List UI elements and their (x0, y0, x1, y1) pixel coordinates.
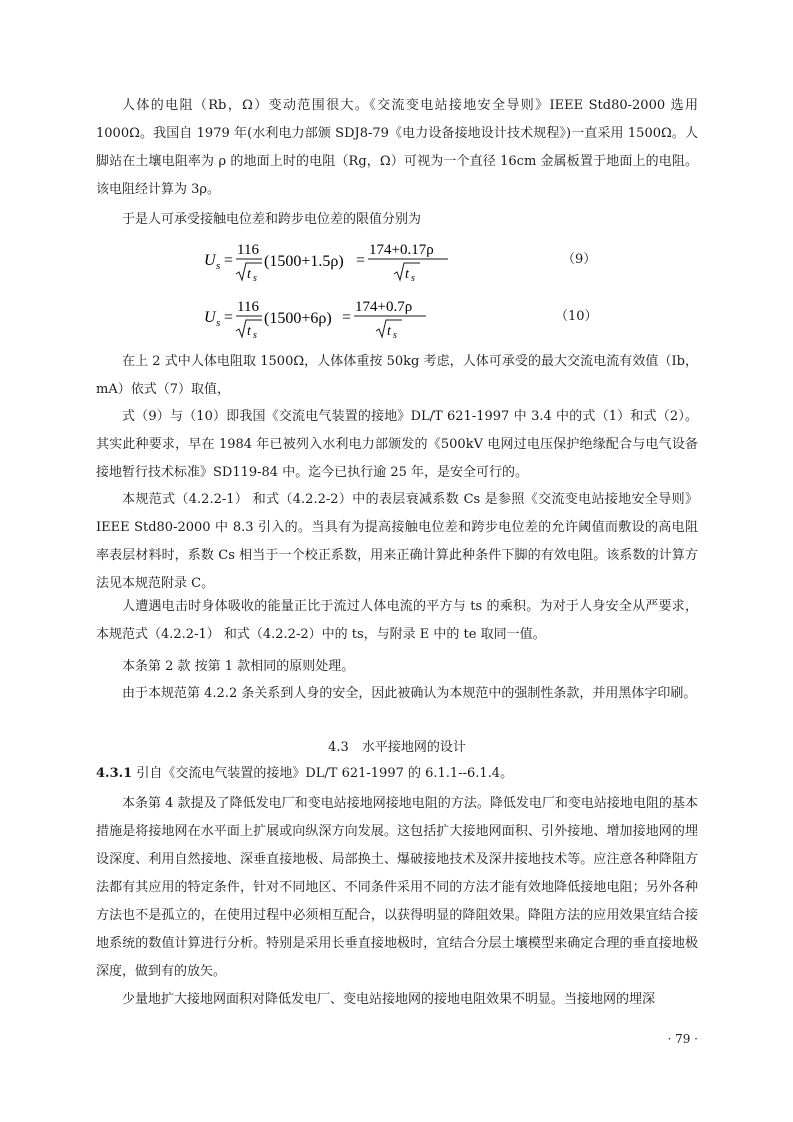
formula-9-den-sub: s (411, 273, 415, 284)
svg-text:=: = (356, 252, 366, 269)
formula-9-coef-den: t (247, 267, 251, 282)
formula-10-lhs-sub: s (216, 317, 221, 329)
formula-9-coef-den-sub: s (253, 273, 257, 284)
svg-text:=: = (342, 309, 352, 326)
section-heading: 4.3 水平接地网的设计 (328, 740, 466, 755)
paragraph-shock-energy: 人遭遇电击时身体吸收的能量正比于流过人体电流的平方与 ts 的乘积。为对于人身安全从严要求，本规范式（4.2.2-1） 和式（4.2.2-2）中的 ts，与附录 E 中的 te 取同一值。 (96, 599, 698, 642)
formula-10-coef-den: t (247, 324, 251, 339)
formula-9-coef: 116 (237, 242, 259, 258)
paragraph-body-resistance: 人体的电阻（Rb，Ω）变动范围很大。《交流变电站接地安全导则》IEEE Std80-2000 选用 1000Ω。我国自 1979 年(水利电力部颁 SDJ8-79《电力设备接地设计技术规程》)一直采用 1500Ω。人脚站在土壤电阻率为 ρ 的地面上时的电阻（Rg，Ω）可视为一个直径 16cm 金属板置于地面上的电阻。该电阻经计算为 3ρ。 (96, 98, 698, 197)
formula-10-paren: (1500+6ρ) (264, 310, 332, 327)
formula-9-num: 174+0.17ρ (369, 242, 434, 258)
paragraph-mandatory: 由于本规范第 4.2.2 条关系到人身的安全，因此被确认为本规范中的强制性条款，并用黑体字印刷。 (122, 686, 697, 701)
svg-text:=: = (224, 309, 234, 326)
paragraph-body-resistance-value: 在上 2 式中人体电阻取 1500Ω，人体体重按 50kg 考虑，人体可承受的最大交流电流有效值（Ib，mA）依式（7）取值， (96, 354, 698, 397)
equation-number-9: （9） (562, 252, 597, 267)
formula-10-num: 174+0.7ρ (355, 299, 413, 315)
formula-9-paren: (1500+1.5ρ) (264, 253, 344, 270)
svg-text:=: = (224, 252, 234, 269)
formula-10-coef-den-sub: s (253, 330, 257, 341)
clause-text: 引自《交流电气装置的接地》DL/T 621-1997 的 6.1.1--6.1.4。 (132, 766, 514, 781)
formula-10-svg (196, 293, 476, 343)
clause-number: 4.3.1 (96, 766, 133, 781)
paragraph-surface-coefficient: 本规范式（4.2.2-1） 和式（4.2.2-2）中的表层衰减系数 Cs 是参照《交流变电站接地安全导则》IEEE Std80-2000 中 8.3 引入的。当具有为提高接触电位差和跨步电位差的允许阈值而敷设的高电阻率表层材料时，系数 Cs 相当于一个校正系数，用来正确计算此种条件下脚的有效电阻。该系数的计算方法见本规范附录 C。 (96, 492, 698, 591)
paragraph-clause-2: 本条第 2 款 按第 1 款相同的原则处理。 (122, 659, 355, 674)
formula-10-den-sub: s (393, 330, 397, 341)
formula-9-svg (196, 236, 476, 286)
paragraph-limit-intro: 于是人可承受接触电位差和跨步电位差的限值分别为 (122, 212, 422, 227)
formula-9-lhs-sub: s (216, 260, 221, 272)
formula-10 (196, 293, 476, 343)
paragraph-formula-origin: 式（9）与（10）即我国《交流电气装置的接地》DL/T 621-1997 中 3.4 中的式（1）和式（2）。其实此种要求，早在 1984 年已被列入水利电力部颁发的《500kV 电网过电压保护绝缘配合与电气设备接地暂行技术标准》SD119-84 中。迄今已执行逾 25 年，是安全可行的。 (96, 409, 698, 480)
formula-10-lhs: U (204, 309, 216, 326)
paragraph-resistance-reduction: 本条第 4 款提及了降低发电厂和变电站接地网接地电阻的方法。降低发电厂和变电站接地电阻的基本措施是将接地网在水平面上扩展或向纵深方向发展。这包括扩大接地网面积、引外接地、增加接地网的埋设深度、利用自然接地、深垂直接地极、局部换土、爆破接地技术及深井接地技术等。应注意各种降阻方法都有其应用的特定条件，针对不同地区、不同条件采用不同的方法才能有效地降低接地电阻；另外各种方法也不是孤立的，在使用过程中必须相互配合，以获得明显的降阻效果。降阻方法的应用效果宜结合接地系统的数值计算进行分析。特别是采用长垂直接地极时，宜结合分层土壤模型来确定合理的垂直接地极深度，做到有的放矢。 (96, 796, 698, 979)
formula-9-den: t (405, 267, 409, 282)
formula-10-den: t (387, 324, 391, 339)
formula-10-coef: 116 (237, 299, 259, 315)
equation-number-10: （10） (555, 309, 598, 324)
page-number: · 79 · (667, 1032, 698, 1046)
clause-4-3-1 (96, 760, 698, 788)
formula-9 (196, 236, 476, 286)
paragraph-grid-area: 少量地扩大接地网面积对降低发电厂、变电站接地网的接地电阻效果不明显。当接地网的埋深 (122, 992, 656, 1007)
formula-9-lhs: U (204, 252, 216, 269)
